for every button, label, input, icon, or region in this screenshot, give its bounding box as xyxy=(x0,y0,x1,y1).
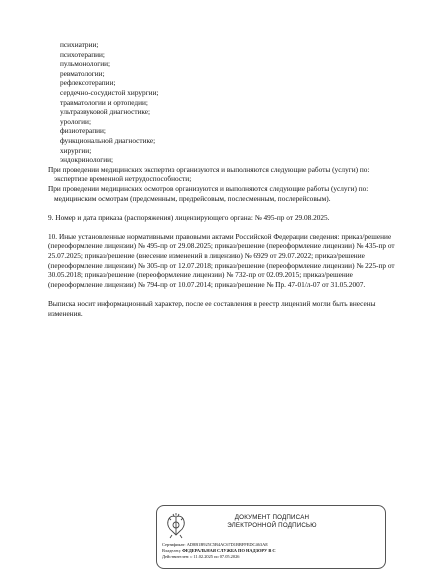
specialty-item: психиатрии; xyxy=(60,40,99,49)
document-body xyxy=(48,40,408,318)
stamp-title-line-2: ЭЛЕКТРОННОЙ ПОДПИСЬЮ xyxy=(227,522,317,529)
specialty-item: психотерапии; xyxy=(60,49,105,59)
certificate-label: Сертификат: xyxy=(162,542,186,547)
specialty-item: хирургии; xyxy=(60,145,92,155)
electronic-signature-stamp xyxy=(156,505,386,569)
stamp-title xyxy=(197,514,347,530)
section-10: 10. Иные установленные нормативными правовыми актами Российской Федерации сведения: приказ/решение (переоформление лицензии) № 495-пр от 29.08.2025; приказ/решение (переоформление лицензии) № 435-пр от 25.07.2025; приказ/решение (внесение изменений в лицензию) № 6929 от 29.07.2022; приказ/решение (переоформление лицензии) № 305-пр от 12.07.2018; приказ/решение (переоформление лицензии) № 225-пр от 30.05.2018; приказ/решение (переоформление лицензии) № 732-пр от 02.09.2015; приказ/решение (переоформление лицензии) № 794-пр от 10.07.2014; приказ/решение № Пр. 47-01/л-07 от 31.05.2007. xyxy=(48,231,395,289)
specialty-list xyxy=(48,40,408,165)
validity-label: Действителен: xyxy=(162,554,190,559)
specialty-item: ультразвуковой диагностике; xyxy=(60,107,151,117)
specialty-item: урологии; xyxy=(60,116,91,126)
owner-value: ФЕДЕРАЛЬНАЯ СЛУЖБА ПО НАДЗОРУ В С xyxy=(182,548,276,553)
specialty-item: эндокринологии; xyxy=(60,155,114,165)
stamp-title-line-1: ДОКУМЕНТ ПОДПИСАН xyxy=(234,514,310,521)
specialty-item: сердечно-сосудистой хирургии; xyxy=(60,87,159,97)
extract-note: Выписка носит информационный характер, после ее составления в реестр лицензий могли быть внесены изменения. xyxy=(48,299,376,318)
coat-of-arms-icon xyxy=(163,512,189,540)
validity-value: с 11.02.2025 по 07.05.2026 xyxy=(190,554,240,559)
specialty-item: ревматологии; xyxy=(60,68,105,78)
specialty-item: травматологии и ортопедии; xyxy=(60,97,148,107)
section-9: 9. Номер и дата приказа (распоряжения) лицензирующего органа: № 495-пр от 29.08.2025. xyxy=(48,212,330,222)
expertise-item: экспертизе временной нетрудоспособности; xyxy=(54,174,192,184)
validity-line xyxy=(162,554,386,560)
expertise-intro: При проведении медицинских экспертиз организуются и выполняются следующие работы (услуги) по: xyxy=(48,164,370,174)
stamp-details xyxy=(162,542,386,560)
specialty-item: рефлексотерапии; xyxy=(60,78,116,88)
exam-intro: При проведении медицинских осмотров организуются и выполняются следующие работы (услуги) по: xyxy=(48,183,369,193)
exam-item: медицинским осмотрам (предсменным, предрейсовым, послесменным, послерейсовым). xyxy=(54,193,331,203)
specialty-item: функциональной диагностике; xyxy=(60,135,156,145)
certificate-value: AD8B1B925C5B4AC67D1BBFFEDC463AE xyxy=(186,542,268,547)
owner-label: Владелец: xyxy=(162,548,181,553)
specialty-item: пульмонологии; xyxy=(60,59,111,69)
specialty-item: физиотерапии; xyxy=(60,126,106,136)
